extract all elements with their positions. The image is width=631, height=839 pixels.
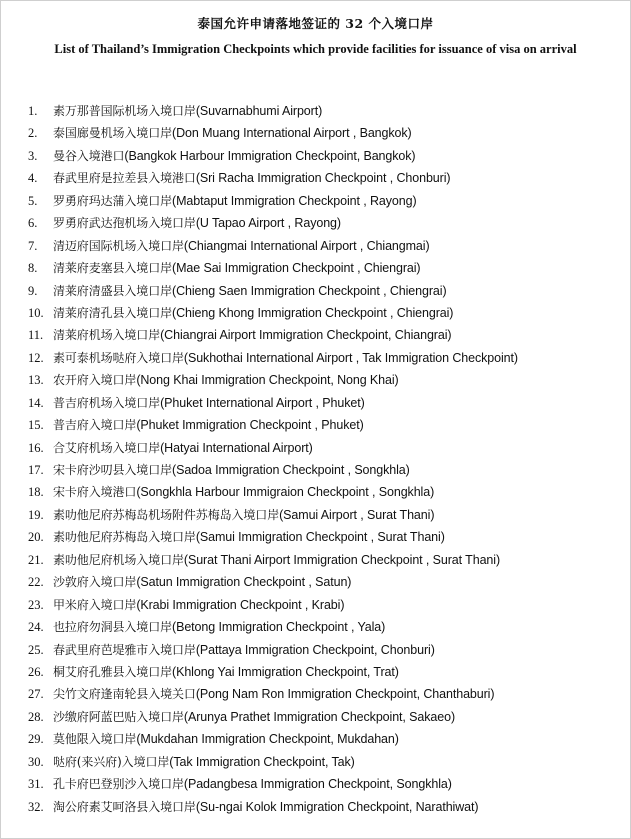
item-text <box>53 526 445 548</box>
item-text <box>53 392 365 414</box>
list-item <box>1 414 630 436</box>
list-item <box>1 235 630 257</box>
item-english-name: (Suvarnabhumi Airport) <box>195 104 323 118</box>
item-chinese-name: 清莱府麦塞县入境口岸 <box>53 261 173 276</box>
item-english-name: (Don Muang International Airport , Bangkok) <box>172 126 412 141</box>
item-number: 1. <box>28 104 38 118</box>
item-text <box>53 571 351 593</box>
item-text <box>53 683 494 705</box>
item-text <box>53 280 447 302</box>
item-text <box>53 616 385 638</box>
item-number: 12. <box>28 350 44 365</box>
item-chinese-name: 合艾府机场入境口岸 <box>53 440 161 455</box>
item-english-name: (Mukdahan Immigration Checkpoint, Mukdahan) <box>136 732 399 747</box>
item-number: 32. <box>28 799 44 814</box>
item-text <box>53 751 355 773</box>
list-item <box>1 257 630 279</box>
item-chinese-name: 普吉府入境口岸 <box>53 418 137 433</box>
item-number: 18. <box>28 485 44 500</box>
item-number: 21. <box>28 552 44 567</box>
item-number: 16. <box>28 440 44 455</box>
item-text <box>53 437 313 459</box>
item-number: 17. <box>28 463 44 477</box>
item-text <box>53 122 412 144</box>
item-english-name: (Mabtaput Immigration Checkpoint , Rayong) <box>172 193 417 208</box>
item-number: 25. <box>28 642 44 657</box>
item-text <box>53 212 341 234</box>
item-chinese-name: 孔卡府巴登别沙入境口岸 <box>53 777 184 792</box>
item-number: 9. <box>28 283 38 298</box>
item-chinese-name: 春武里府芭堤雅市入境口岸 <box>53 642 196 657</box>
item-text <box>53 302 453 324</box>
item-text <box>53 190 417 212</box>
item-chinese-name: 泰国廊曼机场入境口岸 <box>53 126 173 141</box>
item-english-name: (U Tapao Airport , Rayong) <box>195 216 341 231</box>
item-text <box>53 594 344 616</box>
item-english-name: (Chieng Saen Immigration Checkpoint , Chiengrai) <box>172 283 447 298</box>
document-title-chinese: 泰国允许申请落地签证的 32 个入境口岸 <box>197 16 434 31</box>
list-item <box>1 145 630 167</box>
item-chinese-name: 普吉府机场入境口岸 <box>53 395 161 410</box>
item-english-name: (Mae Sai Immigration Checkpoint , Chiengrai) <box>172 261 421 276</box>
item-english-name: (Sukhothai International Airport , Tak Immigration Checkpoint) <box>183 350 518 365</box>
item-english-name: (Phuket International Airport , Phuket) <box>160 395 365 410</box>
list-item <box>1 459 630 481</box>
item-english-name: (Padangbesa Immigration Checkpoint, Songkhla) <box>183 777 452 792</box>
item-number: 19. <box>28 507 44 522</box>
list-item <box>1 639 630 661</box>
item-number: 11. <box>28 328 44 343</box>
item-chinese-name: 素叻他尼府苏梅岛入境口岸 <box>53 530 196 545</box>
item-text <box>53 257 421 279</box>
item-text <box>53 661 399 683</box>
item-english-name: (Nong Khai Immigration Checkpoint, Nong Khai) <box>136 373 399 388</box>
item-chinese-name: 清莱府清孔县入境口岸 <box>53 305 173 320</box>
item-text <box>53 459 410 481</box>
item-chinese-name: 沙缴府阿蓝巴贴入境口岸 <box>53 709 184 724</box>
list-item <box>1 549 630 571</box>
item-number: 4. <box>28 171 38 186</box>
item-number: 13. <box>28 373 44 388</box>
list-item <box>1 706 630 728</box>
list-item <box>1 661 630 683</box>
list-item <box>1 212 630 234</box>
item-number: 23. <box>28 597 44 612</box>
item-chinese-name: 桐艾府孔雅县入境口岸 <box>53 664 173 679</box>
item-chinese-name: 罗勇府玛达蒲入境口岸 <box>53 193 173 208</box>
item-text <box>53 728 399 750</box>
item-text <box>53 773 452 795</box>
item-text <box>53 100 322 122</box>
list-item <box>1 369 630 391</box>
item-text <box>53 796 478 818</box>
item-chinese-name: 曼谷入境港口 <box>53 148 125 163</box>
item-text <box>53 324 451 346</box>
item-number: 7. <box>28 238 38 253</box>
item-number: 20. <box>28 530 44 545</box>
list-item <box>1 190 630 212</box>
item-number: 8. <box>28 261 38 276</box>
item-english-name: (Su-ngai Kolok Immigration Checkpoint, Narathiwat) <box>195 799 479 814</box>
item-chinese-name: 清莱府机场入境口岸 <box>53 328 161 343</box>
item-number: 3. <box>28 148 38 163</box>
item-number: 22. <box>28 575 44 590</box>
list-item <box>1 796 630 818</box>
item-chinese-name: 素叻他尼府苏梅岛机场附件苏梅岛入境口岸 <box>53 507 280 522</box>
item-text <box>53 414 364 436</box>
item-english-name: (Samui Airport , Surat Thani) <box>279 507 435 522</box>
item-english-name: (Samui Immigration Checkpoint , Surat Thani) <box>195 530 445 545</box>
list-item <box>1 324 630 346</box>
list-item <box>1 594 630 616</box>
item-chinese-name: 宋卡府入境港口 <box>53 485 137 500</box>
item-chinese-name: 宋卡府沙叨县入境口岸 <box>53 463 173 477</box>
item-english-name: (Krabi Immigration Checkpoint , Krabi) <box>136 597 345 612</box>
item-text <box>53 235 430 257</box>
item-english-name: (Bangkok Harbour Immigration Checkpoint, Bangkok) <box>124 148 416 163</box>
item-chinese-name: 沙敦府入境口岸 <box>53 575 137 590</box>
list-item <box>1 122 630 144</box>
list-item <box>1 526 630 548</box>
item-chinese-name: 莫他限入境口岸 <box>53 732 137 747</box>
item-english-name: (Sri Racha Immigration Checkpoint , Chonburi) <box>195 171 451 186</box>
list-item <box>1 167 630 189</box>
list-item <box>1 280 630 302</box>
item-number: 28. <box>28 709 44 724</box>
item-text <box>53 639 435 661</box>
item-number: 30. <box>28 754 44 769</box>
item-english-name: (Surat Thani Airport Immigration Checkpoint , Surat Thani) <box>183 552 501 567</box>
list-item <box>1 481 630 503</box>
item-chinese-name: 尖竹文府逢南轮县入境关口 <box>53 687 196 702</box>
item-text <box>53 369 399 391</box>
list-item <box>1 728 630 750</box>
item-english-name: (Sadoa Immigration Checkpoint , Songkhla) <box>172 463 410 477</box>
item-chinese-name: 农开府入境口岸 <box>53 373 137 388</box>
list-item <box>1 616 630 638</box>
item-number: 10. <box>28 305 44 320</box>
item-text <box>53 145 415 167</box>
item-text <box>53 549 500 571</box>
item-chinese-name: 甲米府入境口岸 <box>53 597 137 612</box>
item-english-name: (Chiangmai International Airport , Chiangmai) <box>183 238 430 253</box>
list-item <box>1 571 630 593</box>
list-item <box>1 751 630 773</box>
list-item <box>1 347 630 369</box>
item-number: 5. <box>28 193 38 208</box>
checkpoint-list <box>1 100 630 818</box>
item-chinese-name: 淘公府素艾呵洛县入境口岸 <box>53 799 196 814</box>
item-english-name: (Khlong Yai Immigration Checkpoint, Trat) <box>172 664 399 679</box>
item-number: 29. <box>28 732 44 747</box>
item-text <box>53 504 434 526</box>
item-text <box>53 347 518 369</box>
item-english-name: (Arunya Prathet Immigration Checkpoint, Sakaeo) <box>183 709 456 724</box>
item-number: 14. <box>28 395 44 410</box>
item-english-name: (Betong Immigration Checkpoint , Yala) <box>172 620 386 635</box>
list-item <box>1 773 630 795</box>
item-number: 27. <box>28 687 44 702</box>
item-number: 6. <box>28 216 38 231</box>
item-text <box>53 167 450 189</box>
item-chinese-name: 素叻他尼府机场入境口岸 <box>53 552 184 567</box>
item-english-name: (Pattaya Immigration Checkpoint, Chonburi) <box>195 642 435 657</box>
list-item <box>1 683 630 705</box>
item-chinese-name: 素可泰机场哒府入境口岸 <box>53 350 184 365</box>
item-text <box>53 706 455 728</box>
item-chinese-name: 罗勇府武达孢机场入境口岸 <box>53 216 196 231</box>
item-text <box>53 481 434 503</box>
item-chinese-name: 哒府(来兴府)入境口岸 <box>53 754 170 769</box>
item-number: 2. <box>28 126 38 141</box>
item-english-name: (Hatyai International Airport) <box>160 440 313 455</box>
item-chinese-name: 清莱府清盛县入境口岸 <box>53 283 173 298</box>
item-number: 31. <box>28 777 44 792</box>
item-english-name: (Phuket Immigration Checkpoint , Phuket) <box>136 418 364 433</box>
list-item <box>1 437 630 459</box>
item-english-name: (Satun Immigration Checkpoint , Satun) <box>136 575 352 590</box>
list-item <box>1 392 630 414</box>
list-item <box>1 504 630 526</box>
document-title-english: List of Thailand’s Immigration Checkpoints which provide facilities for issuance of visa on arrival <box>54 42 577 56</box>
item-chinese-name: 素万那普国际机场入境口岸 <box>53 104 196 118</box>
item-english-name: (Pong Nam Ron Immigration Checkpoint, Chanthaburi) <box>195 687 495 702</box>
item-number: 24. <box>28 620 44 635</box>
item-english-name: (Tak Immigration Checkpoint, Tak) <box>169 754 355 769</box>
item-english-name: (Chiangrai Airport Immigration Checkpoint, Chiangrai) <box>160 328 452 343</box>
list-item <box>1 100 630 122</box>
item-chinese-name: 也拉府勿洞县入境口岸 <box>53 620 173 635</box>
item-number: 26. <box>28 664 44 679</box>
item-number: 15. <box>28 418 44 433</box>
item-english-name: (Songkhla Harbour Immigraion Checkpoint , Songkhla) <box>136 485 435 500</box>
item-chinese-name: 春武里府是拉差县入境港口 <box>53 171 196 186</box>
item-chinese-name: 清迈府国际机场入境口岸 <box>53 238 184 253</box>
list-item <box>1 302 630 324</box>
item-english-name: (Chieng Khong Immigration Checkpoint , Chiengrai) <box>172 305 454 320</box>
